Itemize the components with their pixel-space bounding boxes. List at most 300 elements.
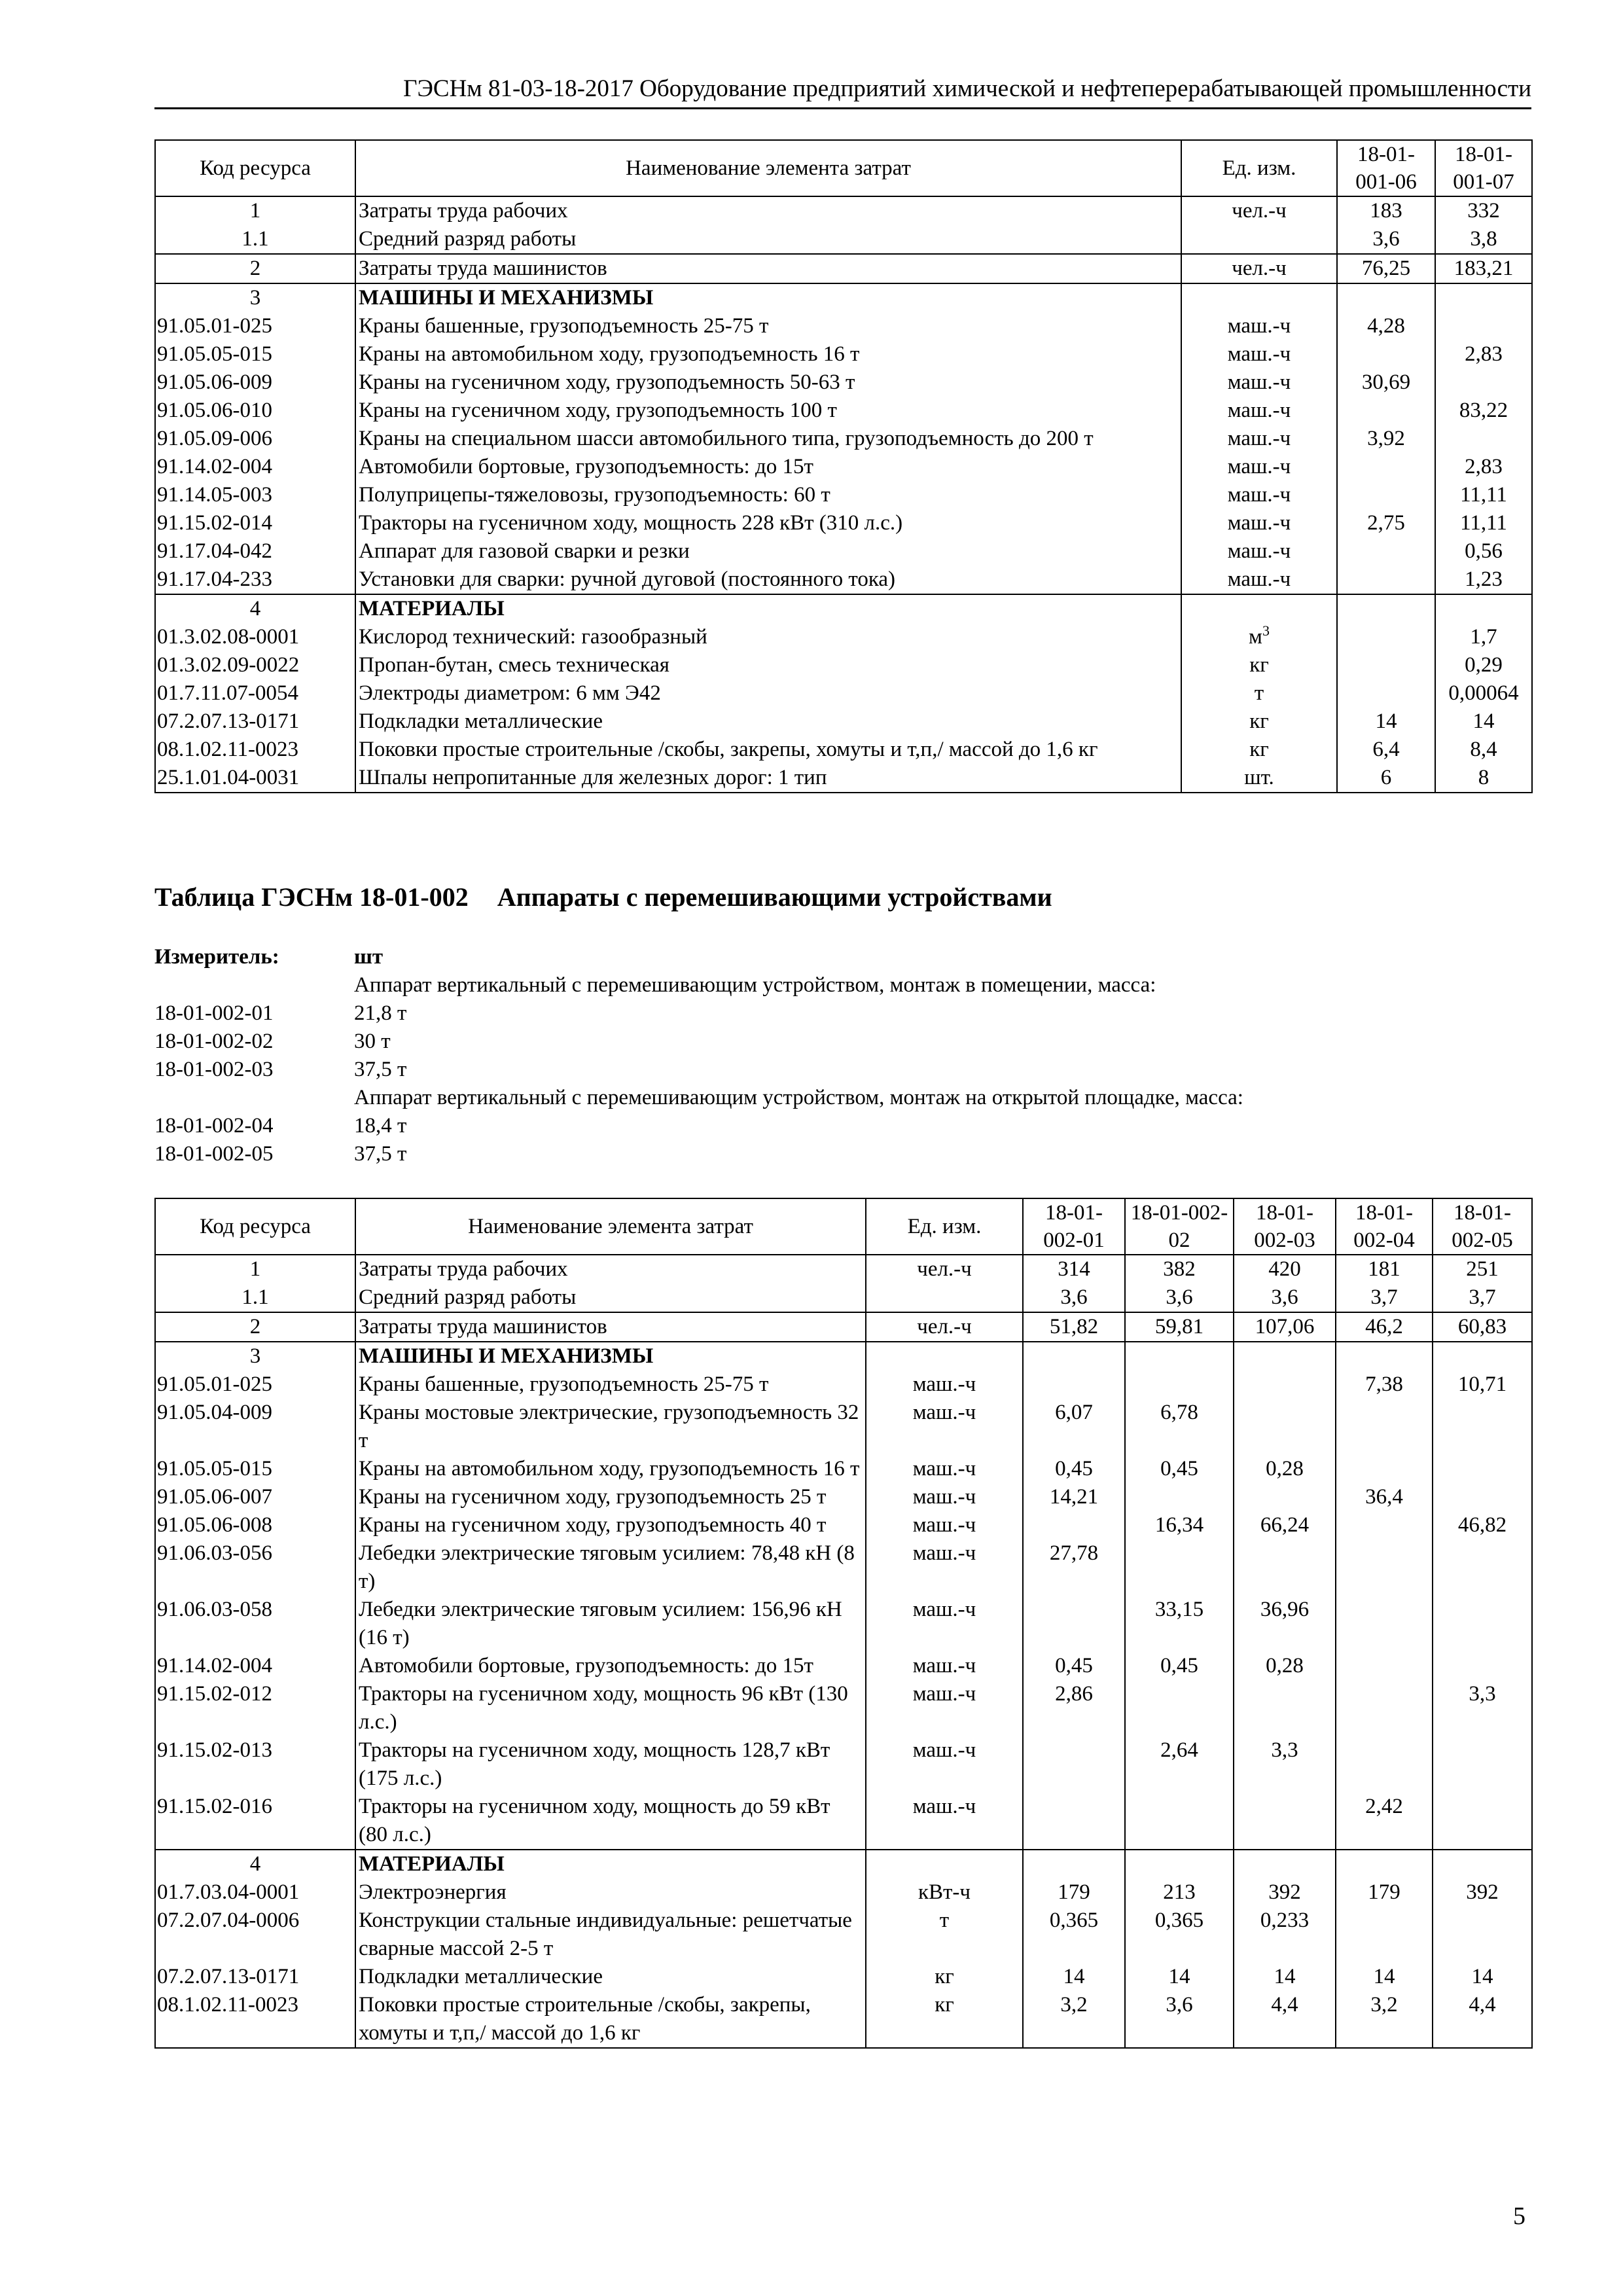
value-cell: 7,38 <box>1336 1371 1433 1399</box>
resource-name: Тракторы на гусеничном ходу, мощность до 59 кВт (80 л.с.) <box>355 1793 866 1850</box>
resource-code: 91.05.05-015 <box>155 1455 355 1483</box>
value-cell: 6,4 <box>1337 736 1435 764</box>
table-row <box>155 1483 1532 1511</box>
table-row <box>155 196 1532 225</box>
value-cell <box>1337 565 1435 594</box>
column-header: Наименование элемента затрат <box>355 140 1181 196</box>
value-cell: 0,233 <box>1234 1907 1336 1963</box>
table-row <box>155 1342 1532 1371</box>
value-cell <box>1234 1483 1336 1511</box>
value-cell <box>1336 1342 1433 1371</box>
value-cell: 0,28 <box>1234 1652 1336 1680</box>
resource-code: 91.05.06-007 <box>155 1483 355 1511</box>
running-header: ГЭСНм 81-03-18-2017 Оборудование предприятий химической и нефтеперерабатывающей промышленности <box>154 75 1531 109</box>
unit: маш.-ч <box>912 1654 976 1677</box>
value-cell: 314 <box>1023 1255 1125 1283</box>
resource-name: Тракторы на гусеничном ходу, мощность 96 кВт (130 л.с.) <box>355 1680 866 1736</box>
value-cell <box>1337 397 1435 425</box>
value-cell: 14 <box>1433 1963 1532 1991</box>
meter-item <box>154 1056 1243 1084</box>
unit: маш.-ч <box>1227 567 1291 591</box>
value-cell: 36,96 <box>1234 1596 1336 1652</box>
value-cell <box>1433 1907 1532 1963</box>
value-cell <box>1125 1793 1234 1850</box>
unit: маш.-ч <box>1227 483 1291 507</box>
value-cell: 14 <box>1023 1963 1125 1991</box>
unit-cell <box>866 1312 1023 1342</box>
resource-name: МАТЕРИАЛЫ <box>355 1850 866 1878</box>
resource-name: Установки для сварки: ручной дуговой (постоянного тока) <box>355 565 1181 594</box>
value-cell: 3,8 <box>1435 225 1532 254</box>
unit-cell <box>866 1483 1023 1511</box>
resource-code: 1.1 <box>155 225 355 254</box>
item-text: 37,5 т <box>354 1058 407 1081</box>
value-cell: 3,3 <box>1234 1736 1336 1793</box>
value-cell <box>1234 1342 1336 1371</box>
table-row <box>155 1255 1532 1283</box>
resource-name: Краны башенные, грузоподъемность 25-75 т <box>355 312 1181 340</box>
value-cell <box>1337 283 1435 312</box>
unit: кг <box>1249 653 1269 677</box>
value-cell <box>1433 1850 1532 1878</box>
unit: чел.-ч <box>917 1315 972 1338</box>
item-text: 37,5 т <box>354 1142 407 1166</box>
resource-code: 91.05.01-025 <box>155 312 355 340</box>
meter-item <box>154 971 1243 999</box>
value-cell <box>1125 1483 1234 1511</box>
table-row <box>155 736 1532 764</box>
unit: маш.-ч <box>912 1682 976 1706</box>
value-cell <box>1125 1850 1234 1878</box>
value-cell <box>1336 1399 1433 1455</box>
value-cell: 0,365 <box>1125 1907 1234 1963</box>
unit-cell <box>866 1399 1023 1455</box>
value-cell: 30,69 <box>1337 368 1435 397</box>
unit: чел.-ч <box>1232 199 1287 223</box>
resource-code: 91.05.05-015 <box>155 340 355 368</box>
value-cell: 0,45 <box>1125 1455 1234 1483</box>
table-row <box>155 1399 1532 1455</box>
unit-cell <box>866 1371 1023 1399</box>
resource-name: Краны на автомобильном ходу, грузоподъемность 16 т <box>355 340 1181 368</box>
unit: маш.-ч <box>1227 370 1291 394</box>
resource-name: Тракторы на гусеничном ходу, мощность 228 кВт (310 л.с.) <box>355 509 1181 537</box>
table-row <box>155 1991 1532 2048</box>
value-cell <box>1433 1483 1532 1511</box>
table-row <box>155 565 1532 594</box>
value-cell: 3,6 <box>1125 1991 1234 2048</box>
value-cell <box>1023 1850 1125 1878</box>
resource-table-18-01-002 <box>154 1198 1533 2049</box>
resource-name: Краны мостовые электрические, грузоподъемность 32 т <box>355 1399 866 1455</box>
unit: маш.-ч <box>912 1598 976 1621</box>
resource-code: 01.3.02.09-0022 <box>155 651 355 679</box>
value-cell: 183,21 <box>1435 254 1532 283</box>
resource-code: 07.2.07.04-0006 <box>155 1907 355 1963</box>
value-cell: 0,45 <box>1023 1652 1125 1680</box>
column-header: 18-01-001-06 <box>1337 140 1435 196</box>
resource-code: 07.2.07.13-0171 <box>155 1963 355 1991</box>
item-text: 18,4 т <box>354 1114 407 1138</box>
value-cell <box>1336 1652 1433 1680</box>
value-cell <box>1336 1539 1433 1596</box>
unit-cell <box>1181 397 1337 425</box>
resource-name: Автомобили бортовые, грузоподъемность: до 15т <box>355 453 1181 481</box>
value-cell: 46,2 <box>1336 1312 1433 1342</box>
header-row <box>155 140 1532 196</box>
value-cell: 3,7 <box>1433 1283 1532 1312</box>
resource-name: Электроды диаметром: 6 мм Э42 <box>355 679 1181 708</box>
resource-name: Затраты труда рабочих <box>355 1255 866 1283</box>
unit-cell <box>1181 594 1337 623</box>
resource-name: Затраты труда машинистов <box>355 1312 866 1342</box>
resource-name: Кислород технический: газообразный <box>355 623 1181 651</box>
unit-cell <box>1181 254 1337 283</box>
page-number: 5 <box>1513 2202 1525 2230</box>
value-cell <box>1023 1342 1125 1371</box>
unit: маш.-ч <box>1227 539 1291 563</box>
unit-cell <box>866 1596 1023 1652</box>
value-cell <box>1023 1596 1125 1652</box>
value-cell <box>1337 679 1435 708</box>
resource-name: МАШИНЫ И МЕХАНИЗМЫ <box>355 283 1181 312</box>
table-row <box>155 1736 1532 1793</box>
unit: шт. <box>1244 766 1274 789</box>
unit: кг <box>935 1993 954 2017</box>
value-cell: 3,2 <box>1023 1991 1125 2048</box>
table-row <box>155 1371 1532 1399</box>
resource-code: 01.3.02.08-0001 <box>155 623 355 651</box>
value-cell: 181 <box>1336 1255 1433 1283</box>
value-cell: 183 <box>1337 196 1435 225</box>
table-row <box>155 1907 1532 1963</box>
value-cell: 0,29 <box>1435 651 1532 679</box>
resource-name: Автомобили бортовые, грузоподъемность: до 15т <box>355 1652 866 1680</box>
value-cell <box>1336 1680 1433 1736</box>
table-title-name: Аппараты с перемешивающими устройствами <box>497 882 1052 912</box>
unit-cell <box>866 1652 1023 1680</box>
table-row <box>155 1312 1532 1342</box>
unit: маш.-ч <box>1227 455 1291 478</box>
value-cell <box>1336 1850 1433 1878</box>
unit-cell <box>1181 283 1337 312</box>
value-cell: 179 <box>1336 1878 1433 1907</box>
value-cell: 3,92 <box>1337 425 1435 453</box>
column-header: Ед. изм. <box>1181 140 1337 196</box>
table-row <box>155 1963 1532 1991</box>
value-cell: 392 <box>1234 1878 1336 1907</box>
unit-cell <box>1181 481 1337 509</box>
column-header: Код ресурса <box>155 140 355 196</box>
value-cell: 4,28 <box>1337 312 1435 340</box>
unit-cell <box>866 1539 1023 1596</box>
resource-name: Краны на автомобильном ходу, грузоподъемность 16 т <box>355 1455 866 1483</box>
unit: кг <box>935 1965 954 1988</box>
unit-cell <box>1181 509 1337 537</box>
value-cell: 14 <box>1336 1963 1433 1991</box>
unit: чел.-ч <box>1232 257 1287 280</box>
unit: кг <box>1249 709 1269 733</box>
value-cell <box>1234 1371 1336 1399</box>
resource-code: 01.7.03.04-0001 <box>155 1878 355 1907</box>
value-cell: 0,00064 <box>1435 679 1532 708</box>
unit-cell <box>866 1680 1023 1736</box>
unit-cell <box>1181 425 1337 453</box>
resource-code: 01.7.11.07-0054 <box>155 679 355 708</box>
value-cell <box>1435 283 1532 312</box>
unit: маш.-ч <box>1227 342 1291 366</box>
resource-name: Средний разряд работы <box>355 225 1181 254</box>
resource-name: Тракторы на гусеничном ходу, мощность 128,7 кВт (175 л.с.) <box>355 1736 866 1793</box>
resource-code: 3 <box>155 283 355 312</box>
item-code <box>154 1084 354 1112</box>
value-cell <box>1336 1596 1433 1652</box>
value-cell <box>1435 594 1532 623</box>
resource-code: 91.14.02-004 <box>155 453 355 481</box>
column-header: 18-01-002-05 <box>1433 1198 1532 1255</box>
value-cell: 1,7 <box>1435 623 1532 651</box>
resource-code: 1 <box>155 1255 355 1283</box>
resource-name: Лебедки электрические тяговым усилием: 78,48 кН (8 т) <box>355 1539 866 1596</box>
meter-item <box>154 1140 1243 1168</box>
unit: т <box>1254 681 1264 705</box>
table-row <box>155 254 1532 283</box>
value-cell: 16,34 <box>1125 1511 1234 1539</box>
table-row <box>155 1652 1532 1680</box>
resource-name: МАТЕРИАЛЫ <box>355 594 1181 623</box>
unit-cell <box>1181 537 1337 565</box>
unit-cell <box>1181 651 1337 679</box>
value-cell: 14,21 <box>1023 1483 1125 1511</box>
value-cell: 0,365 <box>1023 1907 1125 1963</box>
unit: маш.-ч <box>912 1485 976 1509</box>
unit-cell <box>1181 764 1337 793</box>
value-cell: 4,4 <box>1433 1991 1532 2048</box>
item-code: 18-01-002-01 <box>154 1001 274 1025</box>
value-cell <box>1234 1399 1336 1455</box>
column-header: 18-01-002-04 <box>1336 1198 1433 1255</box>
meter-block <box>154 943 1243 1168</box>
meter-item <box>154 999 1243 1028</box>
resource-name: Аппарат для газовой сварки и резки <box>355 537 1181 565</box>
value-cell: 66,24 <box>1234 1511 1336 1539</box>
unit-cell <box>866 1850 1023 1878</box>
resource-code: 91.15.02-014 <box>155 509 355 537</box>
value-cell: 36,4 <box>1336 1483 1433 1511</box>
unit-cell <box>866 1455 1023 1483</box>
item-code: 18-01-002-04 <box>154 1114 274 1138</box>
value-cell <box>1125 1680 1234 1736</box>
resource-code: 91.05.06-008 <box>155 1511 355 1539</box>
unit-cell <box>1181 225 1337 254</box>
unit: м <box>1249 625 1262 649</box>
value-cell <box>1023 1371 1125 1399</box>
resource-name: Конструкции стальные индивидуальные: решетчатые сварные массой 2-5 т <box>355 1907 866 1963</box>
value-cell: 3,6 <box>1337 225 1435 254</box>
resource-name: Лебедки электрические тяговым усилием: 156,96 кН (16 т) <box>355 1596 866 1652</box>
resource-code: 91.15.02-012 <box>155 1680 355 1736</box>
unit-cell <box>1181 623 1337 651</box>
unit: т <box>939 1909 950 1932</box>
resource-name: Шпалы непропитанные для железных дорог: 1 тип <box>355 764 1181 793</box>
value-cell <box>1336 1907 1433 1963</box>
value-cell: 3,2 <box>1336 1991 1433 2048</box>
table-row <box>155 764 1532 793</box>
value-cell <box>1337 623 1435 651</box>
resource-name: Краны на гусеничном ходу, грузоподъемность 40 т <box>355 1511 866 1539</box>
meter-item <box>154 1028 1243 1056</box>
unit: кг <box>1249 738 1269 761</box>
unit: чел.-ч <box>917 1257 972 1281</box>
unit-cell <box>866 1991 1023 2048</box>
unit-cell <box>866 1283 1023 1312</box>
value-cell: 0,28 <box>1234 1455 1336 1483</box>
unit-cell <box>866 1255 1023 1283</box>
meter-item <box>154 1084 1243 1112</box>
resource-code: 2 <box>155 254 355 283</box>
unit-cell <box>1181 312 1337 340</box>
value-cell: 0,45 <box>1023 1455 1125 1483</box>
value-cell <box>1433 1455 1532 1483</box>
resource-code: 91.14.05-003 <box>155 481 355 509</box>
header-row <box>155 1198 1532 1255</box>
resource-name: Затраты труда машинистов <box>355 254 1181 283</box>
resource-code: 4 <box>155 1850 355 1878</box>
column-header: 18-01-002-02 <box>1125 1198 1234 1255</box>
resource-name: Поковки простые строительные /скобы, закрепы, хомуты и т,п,/ массой до 1,6 кг <box>355 1991 866 2048</box>
unit-cell <box>866 1907 1023 1963</box>
value-cell: 2,83 <box>1435 453 1532 481</box>
table-row <box>155 1680 1532 1736</box>
value-cell <box>1125 1342 1234 1371</box>
value-cell: 107,06 <box>1234 1312 1336 1342</box>
unit: маш.-ч <box>912 1513 976 1537</box>
value-cell <box>1337 651 1435 679</box>
table-row <box>155 312 1532 340</box>
resource-code: 91.15.02-013 <box>155 1736 355 1793</box>
resource-name: Подкладки металлические <box>355 1963 866 1991</box>
table-row <box>155 1850 1532 1878</box>
unit: маш.-ч <box>1227 399 1291 422</box>
value-cell: 0,56 <box>1435 537 1532 565</box>
value-cell: 46,82 <box>1433 1511 1532 1539</box>
value-cell: 2,83 <box>1435 340 1532 368</box>
table-row <box>155 679 1532 708</box>
resource-code: 91.06.03-058 <box>155 1596 355 1652</box>
value-cell: 3,3 <box>1433 1680 1532 1736</box>
value-cell <box>1023 1793 1125 1850</box>
value-cell <box>1023 1736 1125 1793</box>
value-cell <box>1336 1736 1433 1793</box>
resource-code: 08.1.02.11-0023 <box>155 736 355 764</box>
table-row <box>155 1793 1532 1850</box>
value-cell: 14 <box>1337 708 1435 736</box>
resource-code: 1 <box>155 196 355 225</box>
unit-cell <box>866 1511 1023 1539</box>
unit: маш.-ч <box>1227 427 1291 450</box>
table-row <box>155 1283 1532 1312</box>
table-row <box>155 1455 1532 1483</box>
resource-name: Краны башенные, грузоподъемность 25-75 т <box>355 1371 866 1399</box>
value-cell: 3,7 <box>1336 1283 1433 1312</box>
resource-code: 4 <box>155 594 355 623</box>
table-row <box>155 225 1532 254</box>
resource-name: Подкладки металлические <box>355 708 1181 736</box>
value-cell <box>1433 1399 1532 1455</box>
value-cell <box>1336 1455 1433 1483</box>
resource-name: Полуприцепы-тяжеловозы, грузоподъемность: 60 т <box>355 481 1181 509</box>
value-cell <box>1433 1793 1532 1850</box>
value-cell: 2,86 <box>1023 1680 1125 1736</box>
column-header: Код ресурса <box>155 1198 355 1255</box>
item-code: 18-01-002-03 <box>154 1058 274 1081</box>
value-cell: 10,71 <box>1433 1371 1532 1399</box>
column-header: Наименование элемента затрат <box>355 1198 866 1255</box>
value-cell: 60,83 <box>1433 1312 1532 1342</box>
value-cell: 3,6 <box>1125 1283 1234 1312</box>
table-row <box>155 708 1532 736</box>
table-row <box>155 1539 1532 1596</box>
item-text: Аппарат вертикальный с перемешивающим устройством, монтаж в помещении, масса: <box>354 973 1156 997</box>
value-cell: 3,6 <box>1234 1283 1336 1312</box>
value-cell <box>1234 1793 1336 1850</box>
unit-cell <box>866 1736 1023 1793</box>
table-row <box>155 425 1532 453</box>
value-cell <box>1234 1850 1336 1878</box>
unit: маш.-ч <box>1227 511 1291 535</box>
column-header: 18-01-002-01 <box>1023 1198 1125 1255</box>
value-cell: 213 <box>1125 1878 1234 1907</box>
value-cell: 420 <box>1234 1255 1336 1283</box>
value-cell: 6 <box>1337 764 1435 793</box>
resource-code: 25.1.01.04-0031 <box>155 764 355 793</box>
value-cell: 14 <box>1125 1963 1234 1991</box>
value-cell <box>1336 1511 1433 1539</box>
value-cell: 11,11 <box>1435 481 1532 509</box>
resource-name: Пропан-бутан, смесь техническая <box>355 651 1181 679</box>
unit: кВт-ч <box>918 1880 971 1904</box>
resource-name: Краны на гусеничном ходу, грузоподъемность 50-63 т <box>355 368 1181 397</box>
value-cell <box>1435 312 1532 340</box>
unit-cell <box>866 1963 1023 1991</box>
value-cell: 59,81 <box>1125 1312 1234 1342</box>
unit-cell <box>866 1878 1023 1907</box>
unit: маш.-ч <box>912 1738 976 1762</box>
meter-unit: шт <box>354 945 383 969</box>
table-row <box>155 1878 1532 1907</box>
unit-cell <box>866 1342 1023 1371</box>
resource-table-18-01-001 <box>154 139 1533 793</box>
value-cell <box>1435 368 1532 397</box>
value-cell <box>1435 425 1532 453</box>
meter-item <box>154 1112 1243 1140</box>
unit-cell <box>1181 708 1337 736</box>
unit-cell <box>1181 453 1337 481</box>
unit-cell <box>1181 679 1337 708</box>
value-cell <box>1337 453 1435 481</box>
unit-cell <box>1181 196 1337 225</box>
resource-name: Электроэнергия <box>355 1878 866 1907</box>
value-cell <box>1337 481 1435 509</box>
value-cell <box>1234 1680 1336 1736</box>
resource-name: МАШИНЫ И МЕХАНИЗМЫ <box>355 1342 866 1371</box>
resource-code: 2 <box>155 1312 355 1342</box>
unit: маш.-ч <box>912 1457 976 1480</box>
resource-code: 91.17.04-233 <box>155 565 355 594</box>
value-cell <box>1125 1539 1234 1596</box>
resource-code: 91.05.06-010 <box>155 397 355 425</box>
resource-name: Краны на специальном шасси автомобильного типа, грузоподъемность до 200 т <box>355 425 1181 453</box>
